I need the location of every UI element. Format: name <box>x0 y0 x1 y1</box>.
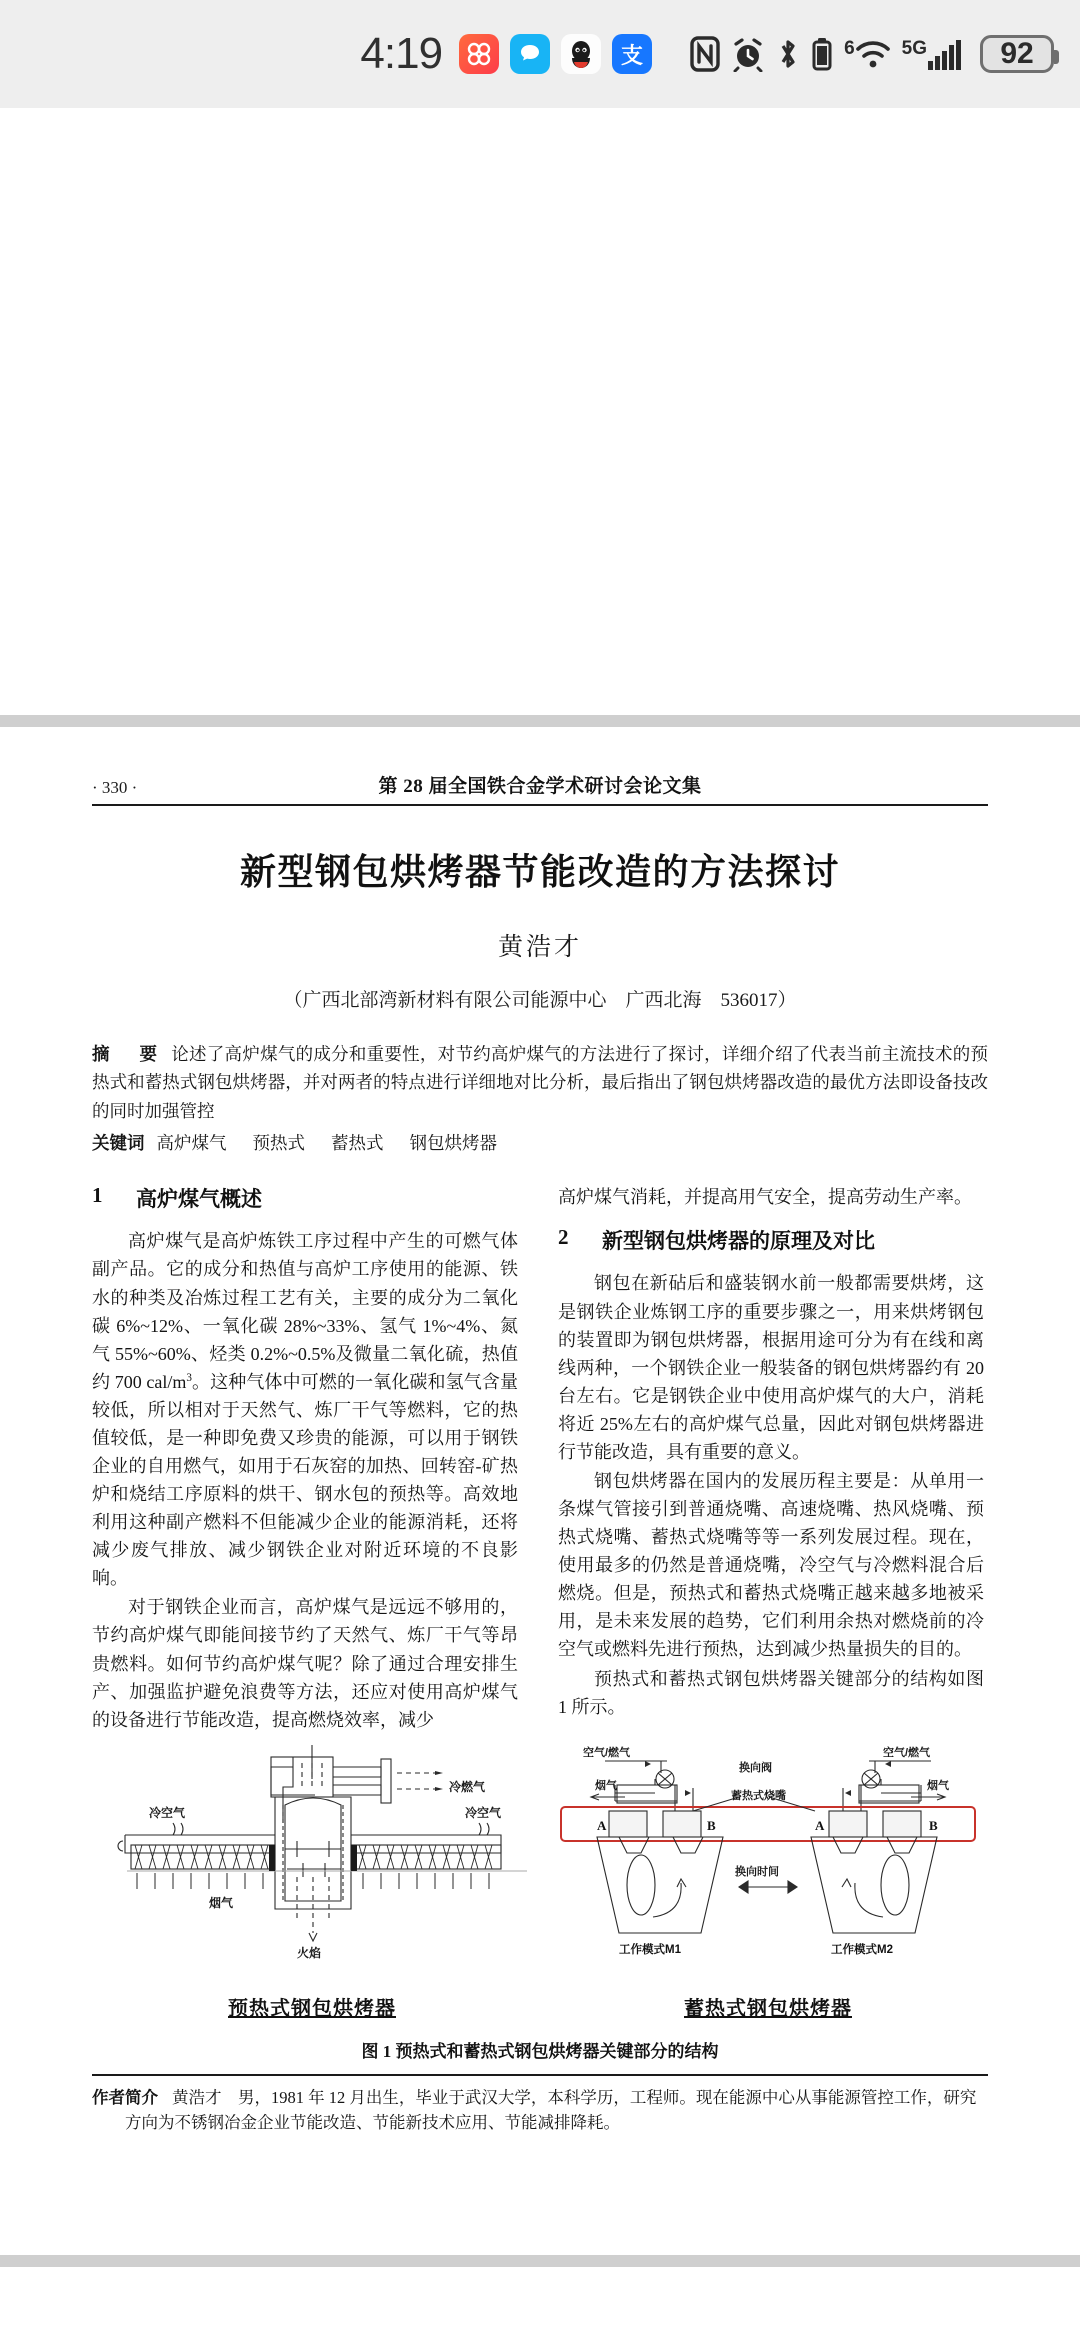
paragraph: 预热式和蓄热式钢包烘烤器关键部分的结构如图 1 所示。 <box>558 1668 984 1717</box>
two-column-body <box>92 1183 988 1734</box>
document-reader-viewport[interactable] <box>0 108 1080 2338</box>
keyword-item: 钢包烘烤器 <box>409 1133 497 1154</box>
label-reversing-valve: 换向阀 <box>739 1761 772 1774</box>
running-head-title: 第 28 届全国铁合金学术研讨会论文集 <box>378 776 702 797</box>
keyword-item: 高炉煤气 <box>156 1133 227 1154</box>
section-number: 2 <box>558 1225 569 1250</box>
battery-indicator <box>980 35 1054 73</box>
label-cold-air-right: 冷空气 <box>465 1805 502 1820</box>
bluetooth-battery-icon <box>811 36 833 72</box>
kuaishou-icon <box>459 34 499 74</box>
section-heading-2 <box>558 1225 984 1255</box>
alipay-icon: 支 <box>612 34 652 74</box>
figure-left-diagram <box>97 1745 527 2021</box>
bluetooth-icon <box>776 36 800 72</box>
next-page-blank <box>0 2267 1080 2338</box>
label-reversing-time: 换向时间 <box>735 1865 779 1878</box>
page-title: 新型钢包烘烤器节能改造的方法探讨 <box>239 852 840 892</box>
message-icon <box>510 34 550 74</box>
page-separator-bottom <box>0 2255 1080 2267</box>
running-head <box>92 727 988 806</box>
status-bar-clock: 4:19 <box>360 29 443 78</box>
superscript-exponent: 3 <box>186 1371 192 1384</box>
wifi-generation-label: 6 <box>844 38 855 59</box>
author-bio-footnote <box>92 2074 988 2136</box>
paragraph-continuation: 高炉煤气消耗，并提高用气安全，提高劳动生产率。 <box>558 1187 972 1208</box>
paragraph-text: 高炉煤气是高炉炼铁工序过程中产生的可燃气体副产品。它的成分和热值与高炉工序使用的能源、铁水的种类及冶炼过程工艺有关，主要的成分为二氧化碳 6%~12%、一氧化碳 28%~33%、氢气 1%~4%、氮气 55%~60%、烃类 0.2%~0.5%及微量二氧化硫，热值约 700 cal/m <box>92 1231 518 1392</box>
paragraph <box>92 1227 518 1592</box>
wifi6-icon <box>844 37 891 71</box>
page-folio: · 330 · <box>92 778 138 797</box>
abstract-block <box>92 1040 988 1125</box>
signal-5g-icon <box>902 37 963 71</box>
label-air-fuel-right: 空气/燃气 <box>883 1746 931 1759</box>
keyword-item: 蓄热式 <box>331 1133 384 1154</box>
keyword-item: 预热式 <box>252 1133 305 1154</box>
status-bar <box>0 0 1080 108</box>
label-flue-gas: 烟气 <box>209 1895 234 1910</box>
abstract-label: 摘 要 <box>92 1044 164 1064</box>
figure-caption: 图 1 预热式和蓄热式钢包烘烤器关键部分的结构 <box>361 2041 719 2061</box>
label-mode-m1: 工作模式M1 <box>619 1943 681 1956</box>
label-burner-a1: A <box>597 1817 607 1833</box>
label-cold-fuel-gas: 冷燃气 <box>449 1779 486 1794</box>
paragraph: 钢包在新砧后和盛装钢水前一般都需要烘烤，这是钢铁企业炼钢工序的重要步骤之一，用来烘烤钢包的装置即为钢包烘烤器，根据用途可分为有在线和离线两种，一个钢铁企业一般装备的钢包烘烤器约有 20 台左右。它是钢铁企业中使用高炉煤气的大户，消耗将近 25%左右的高炉煤气总量，因此对钢包烘烤器进行节能改造，具有重要的意义。 <box>558 1273 984 1462</box>
author-name: 黄浩才 <box>497 934 582 961</box>
keywords-label: 关键词 <box>92 1133 145 1154</box>
page-separator-top <box>0 715 1080 727</box>
nfc-icon <box>690 36 720 72</box>
label-cold-air-left: 冷空气 <box>149 1805 186 1820</box>
paragraph-text-tail: 。这种气体中可燃的一氧化碳和氢气含量较低，所以相对于天然气、炼厂干气等燃料，它的热值较低，是一种即免费又珍贵的能源，可以用于钢铁企业的自用燃气，如用于石灰窑的加热、回转窑-矿热炉和烧结工序原料的烘干、钢水包的预热等。高效地利用这种副产燃料不但能减少企业的能源消耗，还将减少废气排放、减少钢铁企业对附近环境的不良影响。 <box>92 1371 519 1589</box>
network-type-label: 5G <box>901 38 927 59</box>
label-burner-b2: B <box>929 1817 938 1833</box>
battery-percent-label: 92 <box>1000 37 1034 70</box>
qq-icon <box>561 34 601 74</box>
label-regenerative-burner: 蓄热式烧嘴 <box>731 1789 786 1802</box>
footnote-text-1: 黄浩才 男，1981 年 12 月出生，毕业于武汉大学，本科学历，工程师。现在能源中心从事能源管控工作，研究 <box>172 2087 977 2107</box>
document-page <box>0 727 1080 2255</box>
section-title: 新型钢包烘烤器的原理及对比 <box>602 1229 875 1254</box>
figure-1 <box>92 1745 988 2062</box>
section-heading-1 <box>92 1183 518 1213</box>
section-number: 1 <box>92 1183 103 1208</box>
footnote-line-2: 方向为不锈钢冶金企业节能改造、节能新技术应用、节能减排降耗。 <box>125 2112 620 2132</box>
figure-right-subcaption: 蓄热式钢包烘烤器 <box>684 1997 852 2020</box>
footnote-line-1 <box>92 2086 988 2111</box>
label-mode-m2: 工作模式M2 <box>831 1943 893 1956</box>
label-burner-b1: B <box>707 1817 716 1833</box>
figure-left-subcaption: 预热式钢包烘烤器 <box>228 1997 396 2020</box>
column-right <box>558 1183 984 1734</box>
label-flame: 火焰 <box>297 1945 322 1960</box>
label-flue-gas-right: 烟气 <box>927 1779 949 1792</box>
label-burner-a2: A <box>815 1817 825 1833</box>
previous-page-blank <box>0 108 1080 715</box>
author-affiliation: （广西北部湾新材料有限公司能源中心 广西北海 536017） <box>283 990 797 1011</box>
alarm-icon <box>731 36 765 72</box>
abstract-text: 论述了高炉煤气的成分和重要性，对节约高炉煤气的方法进行了探讨，详细介绍了代表当前主流技术的预热式和蓄热式钢包烘烤器，并对两者的特点进行详细地对比分析，最后指出了钢包烘烤器改造的最优方法即设备技改的同时加强管控 <box>92 1044 988 1121</box>
paragraph: 钢包烘烤器在国内的发展历程主要是：从单用一条煤气管接引到普通烧嘴、高速烧嘴、热风烧嘴、预热式烧嘴、蓄热式烧嘴等等一系列发展过程。现在，使用最多的仍然是普通烧嘴，冷空气与冷燃料混合后燃烧。但是，预热式和蓄热式烧嘴正越来越多地被采用，是未来发展的趋势，它们利用余热对燃烧前的冷空气或燃料先进行预热，达到减少热量损失的目的。 <box>558 1471 984 1660</box>
column-left <box>92 1183 518 1734</box>
paragraph: 对于钢铁企业而言，高炉煤气是远远不够用的，节约高炉煤气即能间接节约了天然气、炼厂干气等昂贵燃料。如何节约高炉煤气呢？除了通过合理安排生产、加强监护避免浪费等方法，还应对使用高炉煤气的设备进行节能改造，提高燃烧效率，减少 <box>92 1597 518 1730</box>
keywords-block <box>92 1129 988 1157</box>
footnote-label: 作者简介 <box>92 2087 158 2107</box>
label-air-fuel-left: 空气/燃气 <box>583 1746 631 1759</box>
label-flue-gas-left: 烟气 <box>595 1779 617 1792</box>
section-title: 高炉煤气概述 <box>136 1187 262 1212</box>
figure-right-diagram <box>553 1745 983 2021</box>
